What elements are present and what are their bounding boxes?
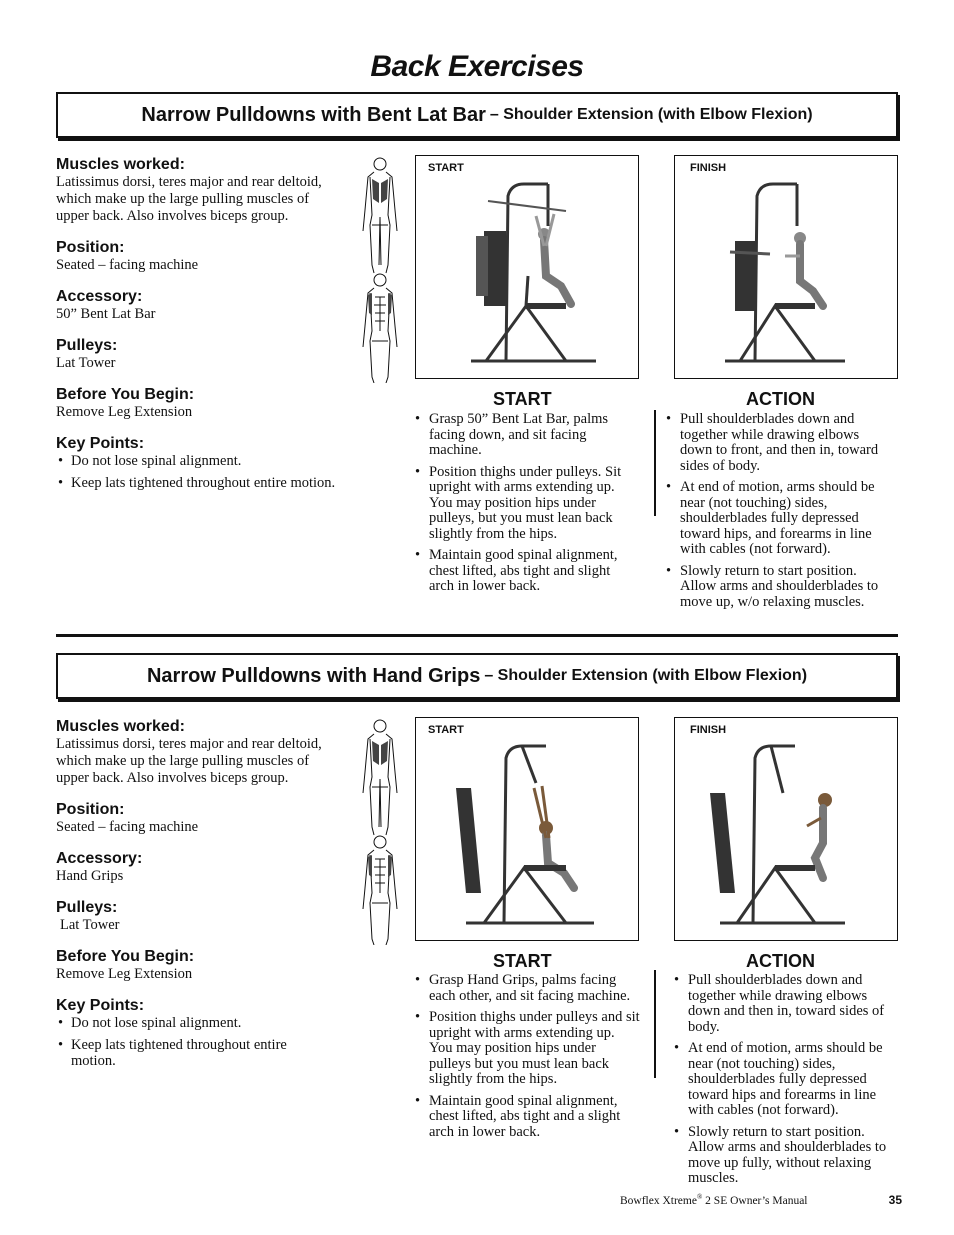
photo-start <box>415 717 639 941</box>
start-step: • Position thighs under pulleys and sit upright with arms extending up. You may position hips under pulleys but you must lean back slightly from the hips. <box>414 1010 640 1088</box>
exercise-details <box>56 156 341 497</box>
keypoints-label: Key Points: <box>56 997 145 1014</box>
before-label: Before You Begin: <box>56 386 195 403</box>
page-title: Back Exercises <box>370 50 584 83</box>
muscles-label: Muscles worked: <box>56 718 185 735</box>
action-step: • Pull shoulderblades down and together while drawing elbows down to front, and then in, toward sides of body. <box>665 412 895 474</box>
machine-finish-illustration <box>675 156 897 378</box>
machine-finish-illustration <box>675 718 897 940</box>
section-subtitle: – Shoulder Extension (with Elbow Flexion) <box>484 667 808 684</box>
body-back-icon <box>360 155 400 383</box>
section-divider <box>56 634 898 637</box>
pulleys-text: Lat Tower <box>60 917 120 933</box>
machine-start-illustration <box>416 718 638 940</box>
keypoint-item: • Keep lats tightened throughout entire motion. <box>56 1037 296 1069</box>
muscles-label: Muscles worked: <box>56 156 185 173</box>
accessory-label: Accessory: <box>56 850 143 867</box>
action-step: • At end of motion, arms should be near (not touching) sides, shoulderblades fully depressed toward hips, and forearms in line with cables (not forward). <box>665 480 895 558</box>
position-label: Position: <box>56 239 125 256</box>
trademark-symbol: ® <box>696 1193 703 1201</box>
muscle-diagram <box>360 155 400 388</box>
exercise-details <box>56 718 341 1075</box>
photo-finish-label: FINISH <box>690 162 727 174</box>
position-label: Position: <box>56 801 125 818</box>
section-title: Narrow Pulldowns with Bent Lat Bar <box>141 103 486 126</box>
start-step: • Grasp Hand Grips, palms facing each other, and sit facing machine. <box>414 973 640 1004</box>
muscles-text: Latissimus dorsi, teres major and rear deltoid, which make up the large pulling muscles of upper back. Also involves biceps group. <box>56 174 322 224</box>
accessory-label: Accessory: <box>56 288 143 305</box>
keypoint-item: • Keep lats tightened throughout entire motion. <box>56 475 341 491</box>
pulleys-label: Pulleys: <box>56 899 118 916</box>
section-title-box <box>56 653 898 699</box>
pulleys-label: Pulleys: <box>56 337 118 354</box>
body-back-icon <box>360 717 400 945</box>
start-heading: START <box>493 389 552 409</box>
keypoint-item: • Do not lose spinal alignment. <box>56 453 341 469</box>
keypoints-list <box>56 453 341 491</box>
section-title-box <box>56 92 898 138</box>
muscle-diagram <box>360 717 400 950</box>
accessory-text: Hand Grips <box>56 868 124 884</box>
photo-finish <box>674 155 898 379</box>
start-step: • Maintain good spinal alignment, chest lifted, abs tight and slight arch in lower back. <box>414 548 638 595</box>
photo-finish <box>674 717 898 941</box>
manual-name-rest: 2 SE Owner’s Manual <box>702 1194 808 1207</box>
photo-start <box>415 155 639 379</box>
section-subtitle: – Shoulder Extension (with Elbow Flexion) <box>489 106 813 123</box>
before-label: Before You Begin: <box>56 948 195 965</box>
page-number: 35 <box>888 1193 902 1207</box>
action-step: • Slowly return to start position. Allow arms and shoulderblades to move up, w/o relaxing muscles. <box>665 564 895 611</box>
photo-start-label: START <box>428 724 464 736</box>
muscles-text: Latissimus dorsi, teres major and rear deltoid, which make up the large pulling muscles of upper back. Also involves biceps group. <box>56 736 322 786</box>
action-heading: ACTION <box>746 951 815 971</box>
page-footer <box>620 1193 902 1207</box>
action-heading: ACTION <box>746 389 815 409</box>
action-step: • At end of motion, arms should be near (not touching) sides, shoulderblades fully depressed toward hips and forearms in line with cables (not forward). <box>673 1041 899 1119</box>
start-steps <box>414 412 638 601</box>
photo-start-label: START <box>428 162 464 174</box>
photo-finish-label: FINISH <box>690 724 727 736</box>
action-steps <box>665 412 895 616</box>
action-step: • Pull shoulderblades down and together while drawing elbows down and then in, toward sides of body. <box>673 973 899 1035</box>
section-title: Narrow Pulldowns with Hand Grips <box>146 664 481 687</box>
accessory-text: 50” Bent Lat Bar <box>56 306 156 322</box>
before-text: Remove Leg Extension <box>56 404 193 420</box>
position-text: Seated – facing machine <box>56 819 199 835</box>
column-divider <box>654 410 656 516</box>
keypoint-item: • Do not lose spinal alignment. <box>56 1015 296 1031</box>
column-divider <box>654 970 656 1078</box>
manual-name: Bowflex Xtreme <box>620 1194 697 1207</box>
keypoints-label: Key Points: <box>56 435 145 452</box>
machine-start-illustration <box>416 156 638 378</box>
keypoints-list <box>56 1015 296 1069</box>
start-heading: START <box>493 951 552 971</box>
action-step: • Slowly return to start position. Allow arms and shoulderblades to move up fully, without relaxing muscles. <box>673 1125 899 1187</box>
start-step: • Position thighs under pulleys. Sit upright with arms extending up. You may position hips under pulleys, but you must lean back slightly from the hips. <box>414 465 638 543</box>
position-text: Seated – facing machine <box>56 257 199 273</box>
action-steps <box>673 973 899 1193</box>
start-step: • Maintain good spinal alignment, chest lifted, abs tight and a slight arch in lower back. <box>414 1094 640 1141</box>
start-steps <box>414 973 640 1146</box>
start-step: • Grasp 50” Bent Lat Bar, palms facing down, and sit facing machine. <box>414 412 638 459</box>
before-text: Remove Leg Extension <box>56 966 193 982</box>
pulleys-text: Lat Tower <box>56 355 116 371</box>
